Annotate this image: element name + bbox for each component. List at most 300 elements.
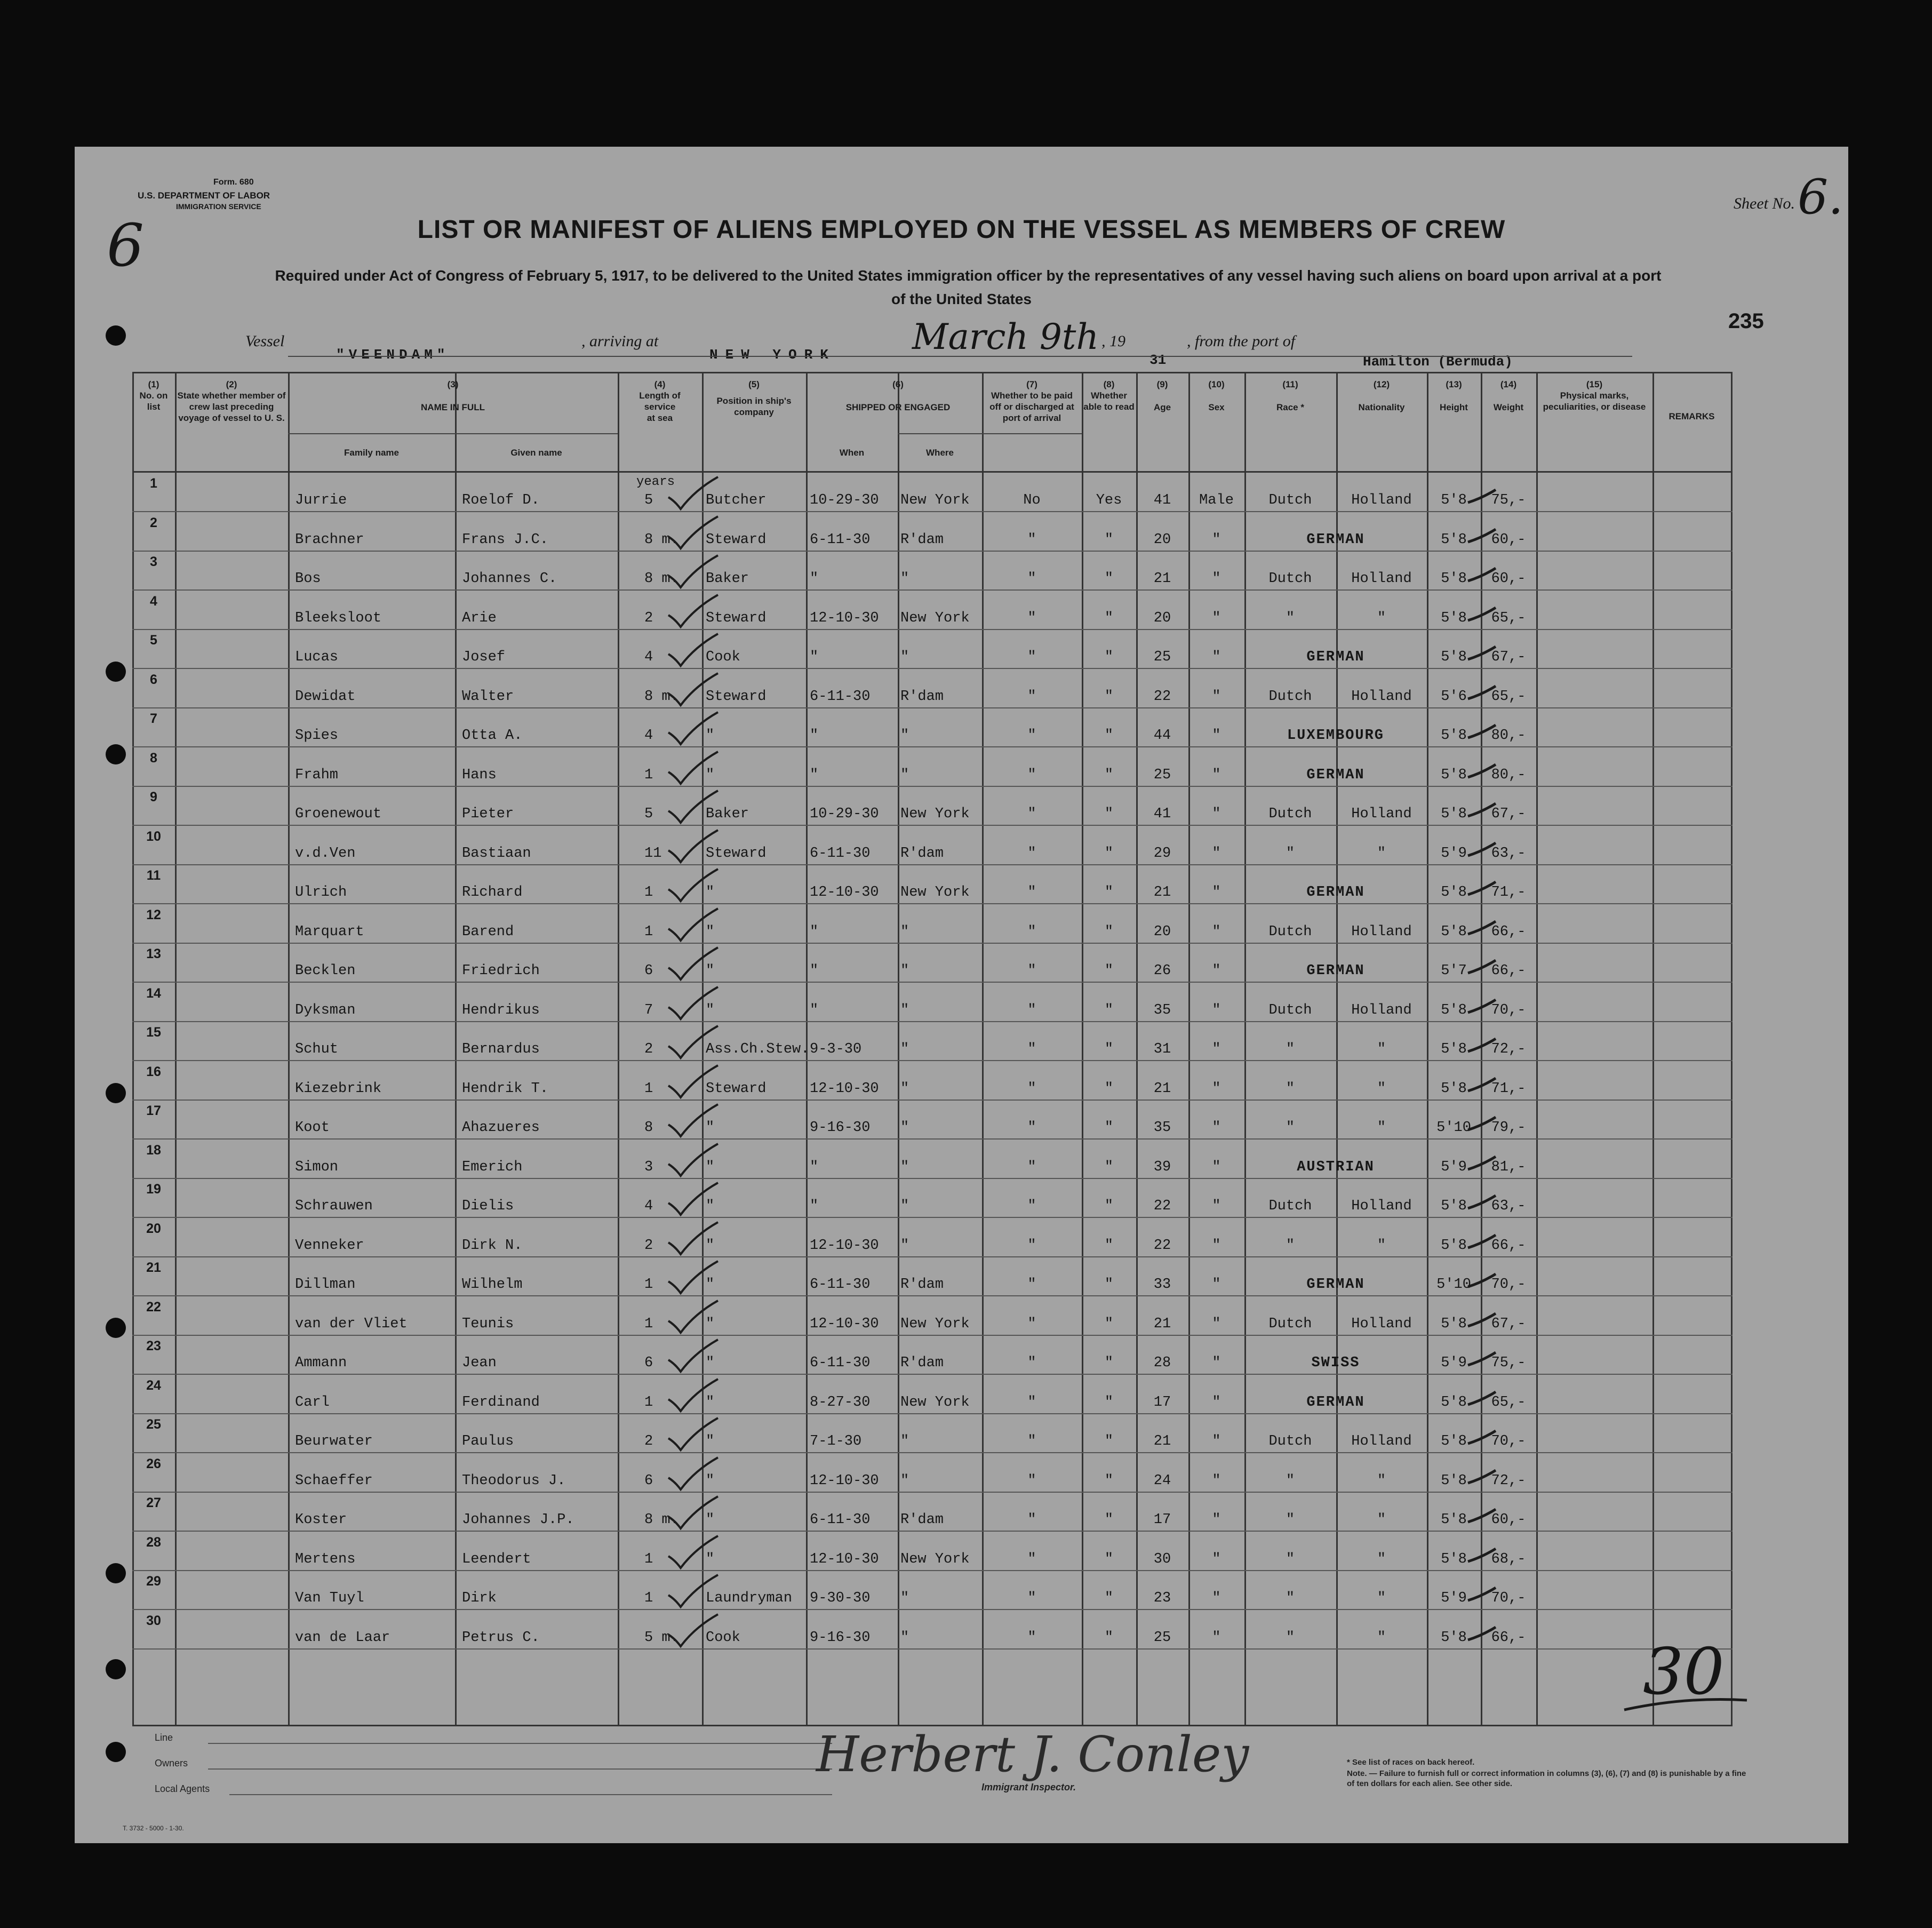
cell-given: Richard (462, 885, 523, 901)
cell-nationality: Holland (1351, 571, 1412, 587)
cell-family: Groenewout (295, 806, 382, 822)
cell-service: 8 m. (644, 1512, 679, 1528)
cell-height: 5'10 (1436, 1120, 1471, 1136)
cell-no: 7 (150, 711, 157, 726)
col-label-when: When (839, 448, 865, 458)
dash-mark-icon (1466, 800, 1498, 822)
cell-position: Cook (706, 1629, 740, 1646)
cell-family: Koster (295, 1512, 347, 1528)
cell-service: 2 (644, 1237, 653, 1254)
cell-position: " (706, 1198, 715, 1214)
binder-hole (106, 1083, 126, 1103)
cell-position: Steward (706, 610, 767, 626)
cell-paid-off: " (1027, 1159, 1036, 1175)
cell-race: Dutch (1268, 1002, 1312, 1018)
arriving-label: , arriving at (581, 332, 659, 350)
cell-sex: " (1212, 531, 1221, 548)
table-row (132, 593, 1733, 647)
cell-family: Bos (295, 571, 321, 587)
cell-given: Teunis (462, 1316, 514, 1332)
cell-service: 1 (644, 1590, 653, 1606)
cell-weight: 60,- (1491, 571, 1526, 587)
years-note: years (636, 475, 675, 489)
cell-height: 5'8 (1441, 1080, 1467, 1097)
cell-paid-off: " (1027, 1041, 1036, 1057)
cell-height: 5'9 (1441, 1159, 1467, 1175)
cell-no: 30 (146, 1613, 161, 1628)
cell-when: 12-10-30 (810, 610, 879, 626)
cell-age: 22 (1153, 688, 1171, 705)
table-row (132, 1456, 1733, 1509)
cell-weight: 63,- (1491, 1198, 1526, 1214)
cell-family: Dewidat (295, 688, 356, 705)
cell-when: 12-10-30 (810, 1237, 879, 1254)
cell-when: 12-10-30 (810, 885, 879, 901)
col-label-15: Physical marks, peculiarities, or disease (1543, 391, 1646, 412)
dash-mark-icon (1466, 1584, 1498, 1606)
sheet-number: 6. (1798, 169, 1843, 225)
col-label-family: Family name (344, 448, 399, 458)
cell-when: 10-29-30 (810, 492, 879, 508)
cell-weight: 70,- (1491, 1002, 1526, 1018)
cell-nationality: " (1377, 1237, 1386, 1254)
cell-paid-off: " (1027, 1277, 1036, 1293)
cell-family: Dyksman (295, 1002, 356, 1018)
cell-where: " (900, 1629, 909, 1646)
cell-sex: " (1212, 923, 1221, 940)
cell-paid-off: " (1027, 688, 1036, 705)
cell-race-combined: GERMAN (1306, 1277, 1365, 1293)
cell-weight: 65,- (1491, 610, 1526, 626)
check-mark-icon (666, 475, 719, 512)
cell-weight: 65,- (1491, 1394, 1526, 1411)
cell-when: " (810, 571, 819, 587)
cell-age: 20 (1153, 531, 1171, 548)
cell-where: " (900, 728, 909, 744)
cell-when: 6-11-30 (810, 1277, 871, 1293)
cell-family: Van Tuyl (295, 1590, 364, 1606)
cell-weight: 66,- (1491, 963, 1526, 979)
cell-height: 5'10 (1436, 1277, 1471, 1293)
cell-height: 5'8 (1441, 1394, 1467, 1411)
vessel-name: "VEENDAM" (336, 347, 450, 363)
cell-nationality: Holland (1351, 923, 1412, 940)
cell-given: Leendert (462, 1551, 531, 1567)
port-label: , from the port of (1187, 332, 1296, 350)
cell-nationality: " (1377, 1080, 1386, 1097)
agents-label: Local Agents (155, 1783, 210, 1794)
cell-family: Frahm (295, 767, 339, 783)
check-mark-icon (666, 593, 719, 630)
cell-no: 5 (150, 633, 157, 648)
cell-no: 8 (150, 750, 157, 766)
cell-read: " (1104, 1551, 1114, 1567)
dash-mark-icon (1466, 643, 1498, 665)
cell-race: Dutch (1268, 806, 1312, 822)
check-mark-icon (666, 1573, 719, 1610)
cell-nationality: Holland (1351, 1433, 1412, 1449)
cell-age: 22 (1153, 1198, 1171, 1214)
table-row (132, 1260, 1733, 1313)
cell-family: Marquart (295, 923, 364, 940)
table-row (132, 1534, 1733, 1588)
cell-race: " (1286, 845, 1295, 862)
cell-age: 21 (1153, 1316, 1171, 1332)
cell-sex: " (1212, 1198, 1221, 1214)
cell-where: " (900, 649, 909, 665)
cell-height: 5'8 (1441, 1002, 1467, 1018)
service-label: IMMIGRATION SERVICE (176, 202, 261, 211)
cell-sex: " (1212, 1394, 1221, 1411)
check-mark-icon (666, 945, 719, 983)
cell-where: New York (900, 610, 970, 626)
cell-race: " (1286, 1080, 1295, 1097)
cell-weight: 81,- (1491, 1159, 1526, 1175)
cell-race: " (1286, 1472, 1295, 1489)
cell-nationality: " (1377, 1120, 1386, 1136)
cell-service: 7 (644, 1002, 653, 1018)
subtitle-line-2: of the United States (891, 291, 1032, 307)
col-label-9: Age (1153, 402, 1171, 412)
table-row (132, 633, 1733, 686)
form-number: Form. 680 (213, 178, 254, 187)
dash-mark-icon (1466, 918, 1498, 939)
cell-paid-off: " (1027, 1198, 1036, 1214)
cell-nationality: " (1377, 1512, 1386, 1528)
cell-sex: " (1212, 1551, 1221, 1567)
cell-read: " (1104, 963, 1114, 979)
cell-family: Schut (295, 1041, 339, 1057)
cell-height: 5'8 (1441, 923, 1467, 940)
arrival-date: March 9th (912, 316, 1099, 357)
cell-where: New York (900, 885, 970, 901)
cell-given: Otta A. (462, 728, 523, 744)
cell-age: 26 (1153, 963, 1171, 979)
cell-where: New York (900, 492, 970, 508)
cell-height: 5'8 (1441, 649, 1467, 665)
cell-paid-off: No (1023, 492, 1041, 508)
cell-service: 8 m. (644, 531, 679, 548)
check-mark-icon (666, 1494, 719, 1532)
cell-age: 35 (1153, 1002, 1171, 1018)
cell-age: 41 (1153, 492, 1171, 508)
cell-nationality: Holland (1351, 1198, 1412, 1214)
cell-height: 5'8 (1441, 1198, 1467, 1214)
cell-service: 5 (644, 492, 653, 508)
dash-mark-icon (1466, 761, 1498, 783)
cell-read: " (1104, 610, 1114, 626)
cell-where: " (900, 571, 909, 587)
inspector-label: Immigrant Inspector. (981, 1782, 1076, 1792)
print-code: T. 3732 - 5000 - 1-30. (123, 1825, 184, 1832)
cell-family: Mertens (295, 1551, 356, 1567)
cell-given: Frans J.C. (462, 531, 549, 548)
cell-where: " (900, 1590, 909, 1606)
cell-service: 6 (644, 963, 653, 979)
check-mark-icon (666, 1063, 719, 1101)
cell-weight: 65,- (1491, 688, 1526, 705)
cell-nationality: " (1377, 610, 1386, 626)
cell-weight: 66,- (1491, 1237, 1526, 1254)
page-title: LIST OR MANIFEST OF ALIENS EMPLOYED ON THE VESSEL AS MEMBERS OF CREW (417, 216, 1506, 244)
cell-position: " (706, 767, 715, 783)
cell-where: R'dam (900, 1512, 944, 1528)
cell-where: " (900, 1080, 909, 1097)
cell-when: 7-1-30 (810, 1433, 862, 1449)
cell-no: 24 (146, 1377, 161, 1393)
cell-where: R'dam (900, 845, 944, 862)
cell-no: 26 (146, 1456, 161, 1471)
cell-nationality: " (1377, 1590, 1386, 1606)
table-row (132, 828, 1733, 882)
cell-read: " (1104, 1120, 1114, 1136)
cell-no: 13 (146, 946, 161, 961)
cell-height: 5'8 (1441, 1316, 1467, 1332)
cell-age: 21 (1153, 571, 1171, 587)
col-label-13: Height (1440, 402, 1468, 412)
cell-read: " (1104, 767, 1114, 783)
col-label-6: SHIPPED OR ENGAGED (845, 402, 951, 412)
cell-when: " (810, 649, 819, 665)
table-row (132, 1142, 1733, 1196)
cell-service: 1 (644, 1394, 653, 1411)
cell-no: 10 (146, 828, 161, 844)
cell-age: 31 (1153, 1041, 1171, 1057)
binder-hole (106, 1563, 126, 1583)
cell-paid-off: " (1027, 885, 1036, 901)
races-note: * See list of races on back hereof. (1347, 1758, 1475, 1767)
cell-race: Dutch (1268, 571, 1312, 587)
cell-when: 12-10-30 (810, 1472, 879, 1489)
cell-weight: 80,- (1491, 728, 1526, 744)
cell-when: " (810, 1159, 819, 1175)
cell-no: 17 (146, 1103, 161, 1118)
cell-height: 5'8 (1441, 767, 1467, 783)
cell-family: Dillman (295, 1277, 356, 1293)
cell-height: 5'8 (1441, 610, 1467, 626)
cell-position: " (706, 1159, 715, 1175)
cell-sex: " (1212, 1159, 1221, 1175)
cell-service: 1 (644, 885, 653, 901)
cell-read: " (1104, 531, 1114, 548)
cell-race: Dutch (1268, 1433, 1312, 1449)
table-row (132, 1417, 1733, 1470)
check-mark-icon (666, 671, 719, 708)
cell-age: 17 (1153, 1394, 1171, 1411)
cell-age: 23 (1153, 1590, 1171, 1606)
col-num-2: (2) (226, 379, 237, 389)
cell-no: 22 (146, 1299, 161, 1314)
cell-race: " (1286, 1590, 1295, 1606)
cell-read: " (1104, 1237, 1114, 1254)
cell-no: 23 (146, 1339, 161, 1353)
cell-age: 25 (1153, 767, 1171, 783)
cell-race: Dutch (1268, 688, 1312, 705)
cell-weight: 80,- (1491, 767, 1526, 783)
cell-no: 1 (150, 476, 157, 491)
dash-mark-icon (1466, 1349, 1498, 1371)
cell-sex: " (1212, 728, 1221, 744)
cell-race-combined: LUXEMBOURG (1287, 728, 1385, 744)
dash-mark-icon (1466, 1232, 1498, 1253)
cell-position: Butcher (706, 492, 767, 508)
cell-no: 9 (150, 790, 157, 804)
col-num-15: (15) (1586, 379, 1603, 389)
cell-nationality: Holland (1351, 492, 1412, 508)
cell-no: 19 (146, 1182, 161, 1197)
cell-position: Baker (706, 571, 749, 587)
dash-mark-icon (1466, 1624, 1498, 1645)
cell-paid-off: " (1027, 923, 1036, 940)
cell-sex: " (1212, 1237, 1221, 1254)
total-count: 30 (1643, 1635, 1725, 1709)
table-row (132, 1064, 1733, 1117)
cell-nationality: Holland (1351, 1316, 1412, 1332)
dash-mark-icon (1466, 1271, 1498, 1292)
table-row (132, 1221, 1733, 1274)
cell-family: Bleeksloot (295, 610, 382, 626)
cell-where: R'dam (900, 688, 944, 705)
check-mark-icon (666, 553, 719, 591)
cell-nationality: Holland (1351, 806, 1412, 822)
cell-when: 6-11-30 (810, 845, 871, 862)
check-mark-icon (666, 1181, 719, 1218)
cell-service: 2 (644, 1433, 653, 1449)
cell-weight: 60,- (1491, 1512, 1526, 1528)
cell-race-combined: GERMAN (1306, 963, 1365, 979)
cell-paid-off: " (1027, 1355, 1036, 1371)
cell-service: 1 (644, 767, 653, 783)
check-mark-icon (666, 1377, 719, 1414)
cell-position: Ass.Ch.Stew. (706, 1041, 810, 1057)
cell-given: Ferdinand (462, 1394, 540, 1411)
col-label-3: NAME IN FULL (421, 402, 485, 412)
cell-read: " (1104, 1080, 1114, 1097)
year-value: 31 (1149, 352, 1167, 368)
cell-nationality: " (1377, 1629, 1386, 1646)
cell-race-combined: GERMAN (1306, 1394, 1365, 1411)
inspector-signature: Herbert J. Conley (816, 1726, 1249, 1783)
cell-paid-off: " (1027, 1551, 1036, 1567)
cell-no: 18 (146, 1142, 161, 1158)
crew-table (132, 372, 1733, 1726)
cell-weight: 67,- (1491, 806, 1526, 822)
sheet-code: 235 (1728, 309, 1764, 333)
cell-paid-off: " (1027, 963, 1036, 979)
dash-mark-icon (1466, 879, 1498, 900)
check-mark-icon (666, 867, 719, 904)
dash-mark-icon (1466, 1506, 1498, 1527)
col-label-where: Where (926, 448, 954, 458)
table-row (132, 1574, 1733, 1627)
cell-no: 15 (146, 1025, 161, 1040)
cell-sex: " (1212, 1277, 1221, 1293)
cell-age: 17 (1153, 1512, 1171, 1528)
cell-position: " (706, 1472, 715, 1489)
col-num-7: (7) (1026, 379, 1037, 389)
col-num-8: (8) (1103, 379, 1115, 389)
sheet-label: Sheet No. (1734, 195, 1795, 212)
binder-hole (106, 662, 126, 682)
dash-mark-icon (1466, 1428, 1498, 1449)
cell-paid-off: " (1027, 1080, 1036, 1097)
cell-race: Dutch (1268, 492, 1312, 508)
cell-sex: " (1212, 767, 1221, 783)
cell-read: " (1104, 1355, 1114, 1371)
cell-read: " (1104, 1629, 1114, 1646)
cell-family: Jurrie (295, 492, 347, 508)
col-num-3: (3) (447, 379, 459, 389)
line-label: Line (155, 1732, 173, 1743)
cell-race: " (1286, 1237, 1295, 1254)
cell-when: " (810, 963, 819, 979)
cell-when: " (810, 1002, 819, 1018)
table-row (132, 1339, 1733, 1391)
dash-mark-icon (1466, 1467, 1498, 1488)
check-mark-icon (666, 828, 719, 865)
cell-age: 21 (1153, 1080, 1171, 1097)
check-mark-icon (666, 1024, 719, 1061)
cell-family: Becklen (295, 963, 356, 979)
cell-height: 5'7 (1441, 963, 1467, 979)
dash-mark-icon (1466, 604, 1498, 626)
col-label-14: Weight (1493, 402, 1524, 412)
cell-height: 5'8 (1441, 1472, 1467, 1489)
cell-no: 28 (146, 1534, 161, 1550)
cell-position: " (706, 1120, 715, 1136)
table-row (132, 985, 1733, 1039)
cell-given: Johannes C. (462, 571, 557, 587)
cell-weight: 67,- (1491, 1316, 1526, 1332)
cell-weight: 66,- (1491, 923, 1526, 940)
cell-family: Brachner (295, 531, 364, 548)
cell-weight: 66,- (1491, 1629, 1526, 1646)
cell-no: 3 (150, 554, 157, 569)
table-row (132, 1299, 1733, 1352)
check-mark-icon (666, 788, 719, 826)
cell-race: " (1286, 1629, 1295, 1646)
cell-sex: " (1212, 610, 1221, 626)
cell-when: 9-3-30 (810, 1041, 862, 1057)
table-row (132, 946, 1733, 999)
cell-weight: 71,- (1491, 885, 1526, 901)
col-label-remarks: REMARKS (1668, 411, 1715, 421)
cell-height: 5'8 (1441, 1551, 1467, 1567)
cell-race-combined: SWISS (1311, 1355, 1360, 1371)
cell-sex: " (1212, 1472, 1221, 1489)
cell-age: 21 (1153, 885, 1171, 901)
cell-position: Steward (706, 688, 767, 705)
cell-given: Dirk (462, 1590, 497, 1606)
cell-paid-off: " (1027, 1120, 1036, 1136)
cell-family: Simon (295, 1159, 339, 1175)
header-rule (288, 356, 1632, 357)
check-mark-icon (666, 985, 719, 1022)
cell-weight: 72,- (1491, 1041, 1526, 1057)
table-row (132, 1377, 1733, 1431)
check-mark-icon (666, 750, 719, 787)
cell-age: 44 (1153, 728, 1171, 744)
cell-given: Walter (462, 688, 514, 705)
cell-weight: 71,- (1491, 1080, 1526, 1097)
table-row (132, 1495, 1733, 1548)
cell-weight: 63,- (1491, 845, 1526, 862)
cell-age: 20 (1153, 610, 1171, 626)
col-num-5: (5) (748, 379, 760, 389)
cell-given: Jean (462, 1355, 497, 1371)
cell-service: 5 (644, 806, 653, 822)
cell-age: 25 (1153, 649, 1171, 665)
